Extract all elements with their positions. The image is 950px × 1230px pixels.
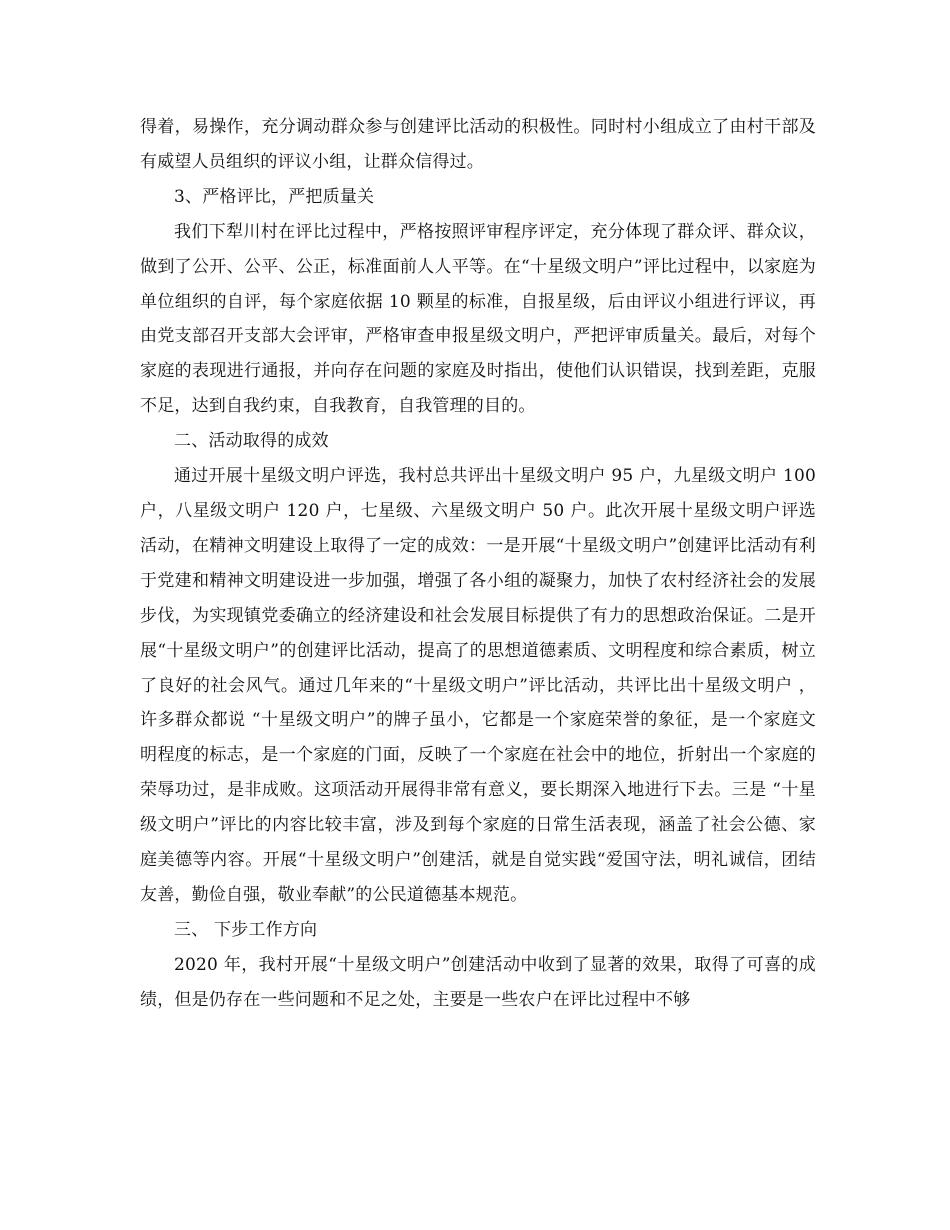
document-body [140, 110, 816, 1018]
paragraph-continuation: 得着，易操作，充分调动群众参与创建评比活动的积极性。同时村小组成立了由村干部及有威望人员组织的评议小组，让群众信得过。 [140, 117, 816, 172]
paragraph-evaluation-process: 我们下犁川村在评比过程中，严格按照评审程序评定，充分体现了群众评、群众议，做到了公开、公平、公正，标准面前人人平等。在“十星级文明户”评比过程中，以家庭为单位组织的自评，每个家庭依据 10 颗星的标准，自报星级，后由评议小组进行评议，再由党支部召开支部大会评审，严格审查申报星级文明户，严把评审质量关。最后，对每个家庭的表现进行通报，并向存在问题的家庭及时指出，使他们认识错误，找到差距，克服不足，达到自我约束，自我教育，自我管理的目的。 [140, 221, 816, 417]
section-heading-achievements: 二、活动取得的成效 [174, 431, 329, 452]
section-heading-strict-evaluation: 3、严格评比，严把质量关 [174, 186, 375, 207]
paragraph-achievements: 通过开展十星级文明户评选，我村总共评出十星级文明户 95 户，九星级文明户 100 户，八星级文明户 120 户，七星级、六星级文明户 50 户。此次开展十星级文明户评选活动，在精神文明建设上取得了一定的成效：一是开展“十星级文明户”创建评比活动有利于党建和精神文明建设进一步加强，增强了各小组的凝聚力，加快了农村经济社会的发展步伐，为实现镇党委确立的经济建设和社会发展目标提供了有力的思想政治保证。二是开展“十星级文明户”的创建评比活动，提高了的思想道德素质、文明程度和综合素质，树立了良好的社会风气。通过几年来的“十星级文明户”评比活动，共评比出十星级文明户 ，许多群众都说 “十星级文明户”的牌子虽小，它都是一个家庭荣誉的象征，是一个家庭文明程度的标志，是一个家庭的门面，反映了一个家庭在社会中的地位，折射出一个家庭的荣辱功过，是非成败。这项活动开展得非常有意义，要长期深入地进行下去。三是 “十星级文明户”评比的内容比较丰富，涉及到每个家庭的日常生活表现，涵盖了社会公德、家庭美德等内容。开展“十星级文明户”创建活，就是自觉实践“爱国守法，明礼诚信，团结友善，勤俭自强，敬业奉献”的公民道德基本规范。 [140, 466, 816, 905]
section-heading-next-steps: 三、 下步工作方向 [174, 919, 318, 940]
paragraph-next-steps: 2020 年，我村开展“十星级文明户”创建活动中收到了显著的效果，取得了可喜的成绩，但是仍存在一些问题和不足之处，主要是一些农户在评比过程中不够 [140, 954, 816, 1010]
